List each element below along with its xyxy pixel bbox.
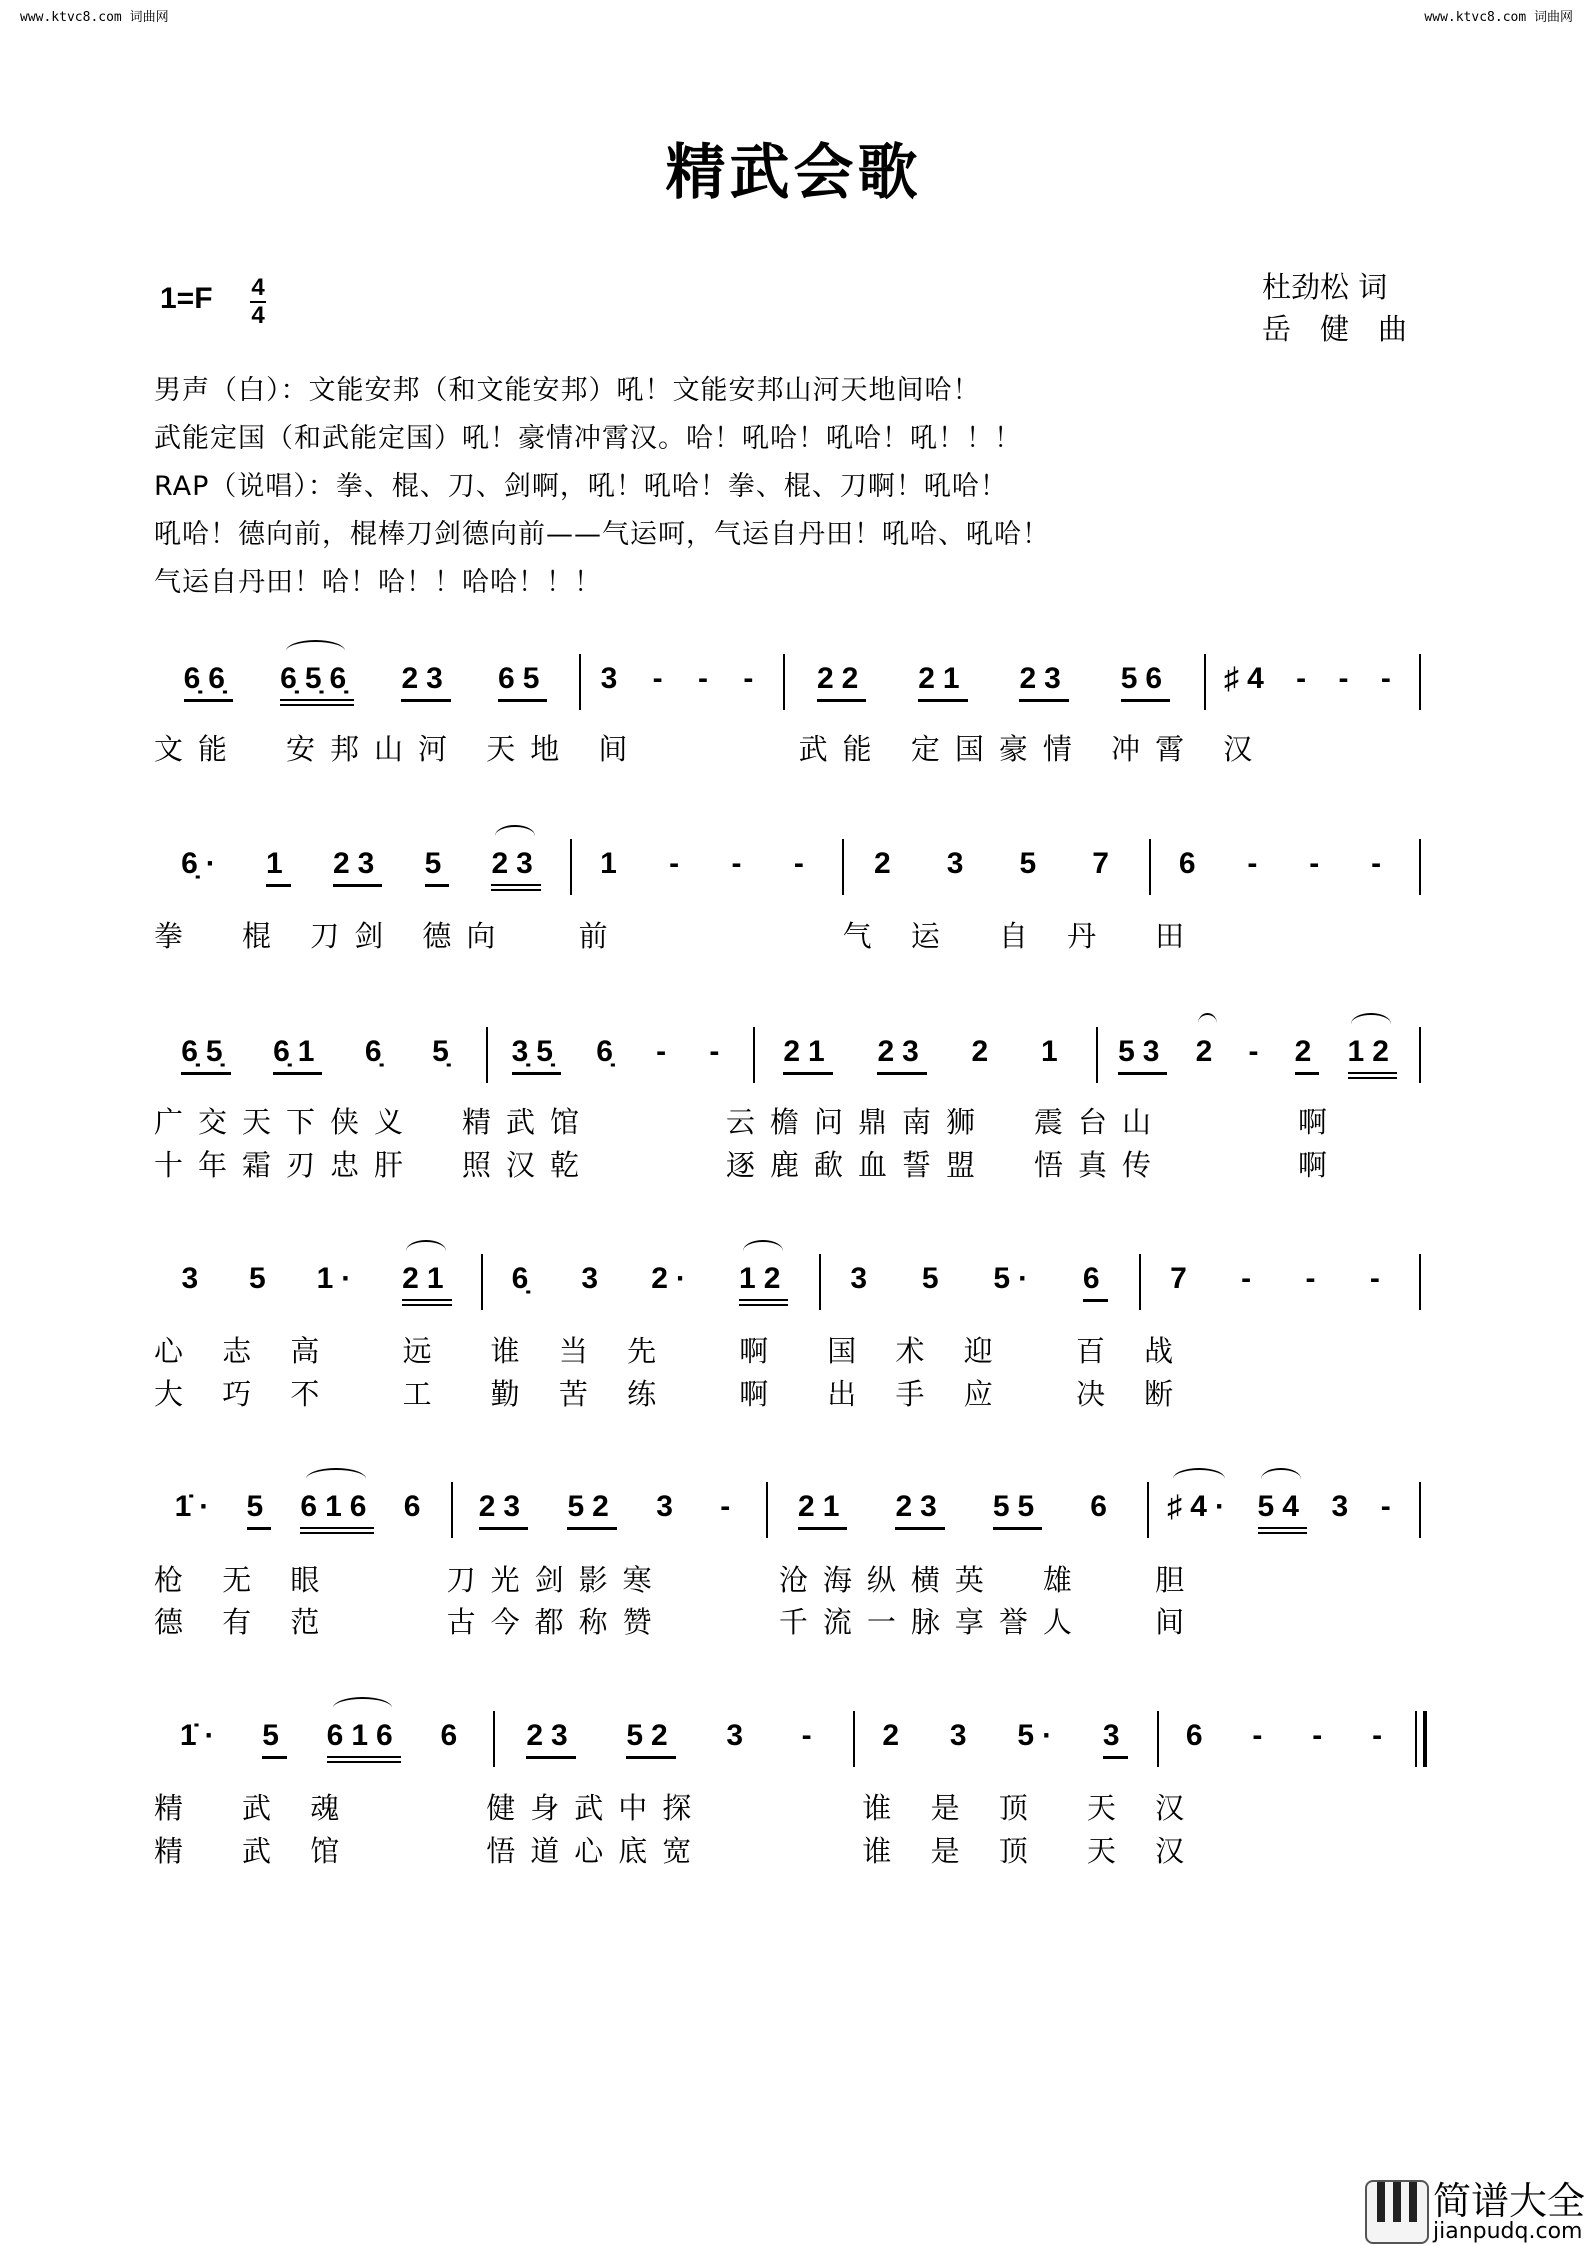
note: 12 bbox=[739, 1262, 788, 1306]
barline bbox=[1147, 1482, 1149, 1538]
barline bbox=[579, 654, 581, 710]
dash-extension: - bbox=[1372, 1719, 1391, 1752]
dash-extension: - bbox=[652, 662, 671, 695]
note: 1 bbox=[600, 847, 625, 880]
barline bbox=[451, 1482, 453, 1538]
measure bbox=[1212, 662, 1411, 732]
watermark-left: www.ktvc8.com 词曲网 bbox=[20, 10, 169, 25]
barline bbox=[1419, 1027, 1421, 1083]
notation-line bbox=[0, 662, 1587, 732]
note: 23 bbox=[526, 1719, 575, 1759]
note: 21 bbox=[798, 1490, 847, 1530]
note: 23 bbox=[1019, 662, 1068, 702]
dash-extension: - bbox=[656, 1035, 675, 1068]
note: 23 bbox=[877, 1035, 926, 1075]
slur-mark bbox=[1198, 1013, 1218, 1035]
note: 616 bbox=[300, 1490, 374, 1534]
notation-line bbox=[0, 1490, 1587, 1560]
note: 6̣ bbox=[511, 1262, 537, 1295]
note: 2 bbox=[882, 1719, 908, 1752]
measure bbox=[160, 1719, 485, 1789]
note: 3 bbox=[581, 1262, 607, 1295]
note: 52 bbox=[626, 1719, 675, 1759]
barline bbox=[1096, 1027, 1098, 1083]
note: 6 bbox=[440, 1719, 466, 1752]
slur-mark bbox=[1261, 1468, 1301, 1490]
notation-line bbox=[0, 1262, 1587, 1332]
note: 1 bbox=[266, 847, 291, 887]
measure bbox=[160, 662, 571, 732]
intro-line: 武能定国（和武能定国）吼！豪情冲霄汉。哈！吼哈！吼哈！吼！！！ bbox=[154, 423, 1022, 454]
note: 3 bbox=[656, 1490, 681, 1523]
note: 616 bbox=[327, 1719, 401, 1763]
watermark-right: www.ktvc8.com 词曲网 bbox=[1424, 10, 1573, 25]
dash-extension: - bbox=[669, 847, 688, 880]
measure bbox=[761, 1035, 1088, 1105]
dash-extension: - bbox=[1312, 1719, 1331, 1752]
lyrics-line: 心 志 高 远 谁 当 先 啊 国 术 迎 百 战 bbox=[154, 1334, 1189, 1368]
note: 6̣5̣ bbox=[181, 1035, 230, 1075]
note: 6 bbox=[1178, 847, 1204, 880]
time-signature bbox=[250, 276, 266, 328]
dash-extension: - bbox=[1247, 847, 1266, 880]
note: 2 bbox=[874, 847, 899, 880]
lyricist-credit: 杜劲松 词 bbox=[1262, 270, 1388, 304]
note: 6 bbox=[403, 1490, 429, 1523]
slur-mark bbox=[495, 825, 535, 847]
note: 53 bbox=[1118, 1035, 1167, 1075]
jianpudq-logo bbox=[1365, 2180, 1585, 2244]
barline bbox=[1419, 654, 1421, 710]
barline bbox=[1419, 1254, 1421, 1310]
note: 3 bbox=[1103, 1719, 1128, 1759]
note: 21 bbox=[402, 1262, 451, 1306]
note: 6̣1 bbox=[273, 1035, 322, 1075]
note: 23 bbox=[479, 1490, 528, 1530]
dash-extension: - bbox=[793, 847, 812, 880]
final-barline-thin bbox=[1415, 1711, 1417, 1767]
lyrics-line: 大 巧 不 工 勤 苦 练 啊 出 手 应 决 断 bbox=[154, 1377, 1189, 1411]
note: 23 bbox=[401, 662, 450, 702]
dash-extension: - bbox=[1380, 1490, 1399, 1523]
measure bbox=[1155, 1490, 1411, 1560]
measure bbox=[501, 1719, 845, 1789]
note: 12 bbox=[1348, 1035, 1397, 1079]
barline bbox=[819, 1254, 821, 1310]
note: 3 bbox=[850, 1262, 876, 1295]
note: 5 bbox=[425, 847, 450, 887]
barline bbox=[1204, 654, 1206, 710]
barline bbox=[1419, 1482, 1421, 1538]
time-signature-bottom: 4 bbox=[251, 302, 265, 329]
intro-line: 气运自丹田！哈！哈！！哈哈！！！ bbox=[154, 567, 602, 598]
note: 3 bbox=[946, 847, 972, 880]
barline bbox=[783, 654, 785, 710]
measure bbox=[791, 662, 1196, 732]
logo-en: jianpudq.com bbox=[1433, 2219, 1583, 2244]
note: 6̣ bbox=[596, 1035, 621, 1068]
notation-line bbox=[0, 1719, 1587, 1789]
barline bbox=[753, 1027, 755, 1083]
note: 7 bbox=[1170, 1262, 1195, 1295]
note: 6 bbox=[1185, 1719, 1211, 1752]
note: 5 bbox=[921, 1262, 947, 1295]
dash-extension: - bbox=[1338, 662, 1357, 695]
measure bbox=[489, 1262, 811, 1332]
notation-line bbox=[0, 1035, 1587, 1105]
dash-extension: - bbox=[709, 1035, 728, 1068]
dash-extension: - bbox=[1371, 847, 1390, 880]
note: 5 bbox=[1019, 847, 1045, 880]
piano-icon bbox=[1365, 2180, 1429, 2244]
lyrics-line: 精 武 魂 健身武中探 谁 是 顶 天 汉 bbox=[154, 1791, 1200, 1825]
lyrics-line: 枪 无 眼 刀光剑影寒 沧海纵横英 雄 胆 bbox=[154, 1563, 1200, 1597]
note: 5· bbox=[1017, 1719, 1061, 1752]
measure bbox=[459, 1490, 758, 1560]
note: 6̣5̣6̣ bbox=[280, 662, 354, 706]
note: 5· bbox=[993, 1262, 1037, 1295]
barline bbox=[766, 1482, 768, 1538]
dash-extension: - bbox=[1369, 1262, 1388, 1295]
note: 21 bbox=[783, 1035, 832, 1075]
note: 3 bbox=[726, 1719, 752, 1752]
barline bbox=[493, 1711, 495, 1767]
note: 6 bbox=[1083, 1262, 1108, 1302]
dash-extension: - bbox=[1305, 1262, 1324, 1295]
barline bbox=[486, 1027, 488, 1083]
barline bbox=[481, 1254, 483, 1310]
note: 1̇· bbox=[174, 1490, 218, 1523]
measure bbox=[850, 847, 1141, 917]
note: 5 bbox=[249, 1262, 274, 1295]
note: 1̇· bbox=[179, 1719, 223, 1752]
note: 21 bbox=[918, 662, 967, 702]
note: 7 bbox=[1092, 847, 1117, 880]
dash-extension: - bbox=[801, 1719, 820, 1752]
barline bbox=[1139, 1254, 1141, 1310]
note: 6̣ bbox=[364, 1035, 390, 1068]
dash-extension: - bbox=[731, 847, 750, 880]
intro-line: 吼哈！德向前，棍棒刀剑德向前——气运呵，气运自丹田！吼哈、吼哈！ bbox=[154, 519, 1050, 550]
note: 2 bbox=[1295, 1035, 1320, 1075]
measure bbox=[1165, 1719, 1411, 1789]
note: 52 bbox=[567, 1490, 616, 1530]
note: 1· bbox=[316, 1262, 360, 1295]
note: 6̣· bbox=[181, 847, 224, 880]
note: ♯4· bbox=[1167, 1490, 1233, 1527]
dash-extension: - bbox=[1248, 1035, 1267, 1068]
key-signature: 1=F bbox=[160, 282, 213, 315]
lyrics-line: 精 武 馆 悟道心底宽 谁 是 顶 天 汉 bbox=[154, 1834, 1200, 1868]
slur-mark bbox=[743, 1240, 783, 1262]
measure bbox=[160, 1490, 443, 1560]
measure bbox=[587, 662, 775, 732]
dash-extension: - bbox=[1296, 662, 1315, 695]
slur-mark bbox=[1351, 1013, 1391, 1035]
measure bbox=[1147, 1262, 1411, 1332]
note: 3 bbox=[1331, 1490, 1357, 1523]
note: 55 bbox=[993, 1490, 1042, 1530]
measure bbox=[160, 1035, 478, 1105]
measure bbox=[861, 1719, 1149, 1789]
time-signature-top: 4 bbox=[251, 274, 265, 301]
measure bbox=[1104, 1035, 1411, 1105]
measure bbox=[827, 1262, 1131, 1332]
note: 2· bbox=[651, 1262, 694, 1295]
measure bbox=[494, 1035, 745, 1105]
dash-extension: - bbox=[743, 662, 762, 695]
note: 3 bbox=[949, 1719, 975, 1752]
barline bbox=[1149, 839, 1151, 895]
measure bbox=[1157, 847, 1411, 917]
dash-extension: - bbox=[1241, 1262, 1260, 1295]
dash-extension: - bbox=[698, 662, 716, 695]
note: 2 bbox=[1196, 1035, 1221, 1072]
lyrics-line: 文能 安邦山河 天地 间 武能 定国豪情 冲霄 汉 bbox=[154, 732, 1268, 766]
barline bbox=[842, 839, 844, 895]
note: 54 bbox=[1258, 1490, 1307, 1534]
lyrics-line: 拳 棍 刀剑 德向 前 气 运 自 丹 田 bbox=[154, 919, 1200, 953]
notation-line bbox=[0, 847, 1587, 917]
barline bbox=[853, 1711, 855, 1767]
slur-mark bbox=[286, 640, 345, 662]
lyrics-line: 广交天下侠义 精武馆 云檐问鼎南狮 震台山 啊 bbox=[154, 1105, 1343, 1139]
note: 65 bbox=[498, 662, 547, 702]
lyrics-line: 德 有 范 古今都称赞 千流一脉享誉人 间 bbox=[154, 1605, 1200, 1639]
measure bbox=[160, 1262, 473, 1332]
note: 6 bbox=[1090, 1490, 1115, 1523]
slur-mark bbox=[306, 1468, 365, 1490]
slur-mark bbox=[406, 1240, 446, 1262]
note: 3̣5̣ bbox=[512, 1035, 561, 1075]
lyrics-line: 十年霜刃忠肝 照汉乾 逐鹿歃血誓盟 悟真传 啊 bbox=[154, 1148, 1343, 1182]
barline bbox=[570, 839, 572, 895]
note: 3 bbox=[600, 662, 626, 695]
note: 5̣ bbox=[432, 1035, 457, 1068]
measure bbox=[160, 847, 562, 917]
dash-extension: - bbox=[720, 1490, 739, 1523]
note: 5 bbox=[262, 1719, 287, 1759]
note: 5 bbox=[247, 1490, 272, 1530]
note: ♯4 bbox=[1224, 662, 1272, 695]
dash-extension: - bbox=[1380, 662, 1399, 695]
note: 3 bbox=[181, 1262, 207, 1295]
note: 6̣6̣ bbox=[184, 662, 233, 702]
intro-line: 男声（白）：文能安邦（和文能安邦）吼！文能安邦山河天地间哈！ bbox=[154, 375, 981, 406]
note: 23 bbox=[895, 1490, 944, 1530]
note: 22 bbox=[817, 662, 866, 702]
note: 1 bbox=[1040, 1035, 1066, 1068]
final-barline bbox=[1423, 1711, 1427, 1767]
intro-line: RAP（说唱）：拳、棍、刀、剑啊，吼！吼哈！拳、棍、刀啊！吼哈！ bbox=[154, 471, 1008, 502]
barline bbox=[1419, 839, 1421, 895]
barline bbox=[1157, 1711, 1159, 1767]
measure bbox=[578, 847, 834, 917]
measure bbox=[774, 1490, 1139, 1560]
song-title: 精武会歌 bbox=[665, 138, 922, 208]
slur-mark bbox=[1173, 1468, 1226, 1490]
dash-extension: - bbox=[1252, 1719, 1271, 1752]
dash-extension: - bbox=[1309, 847, 1328, 880]
composer-credit: 岳 健 曲 bbox=[1262, 312, 1408, 346]
note: 23 bbox=[333, 847, 382, 887]
note: 23 bbox=[491, 847, 540, 891]
slur-mark bbox=[333, 1697, 392, 1719]
logo-cn: 简谱大全 bbox=[1433, 2179, 1586, 2223]
note: 2 bbox=[971, 1035, 997, 1068]
note: 56 bbox=[1121, 662, 1170, 702]
